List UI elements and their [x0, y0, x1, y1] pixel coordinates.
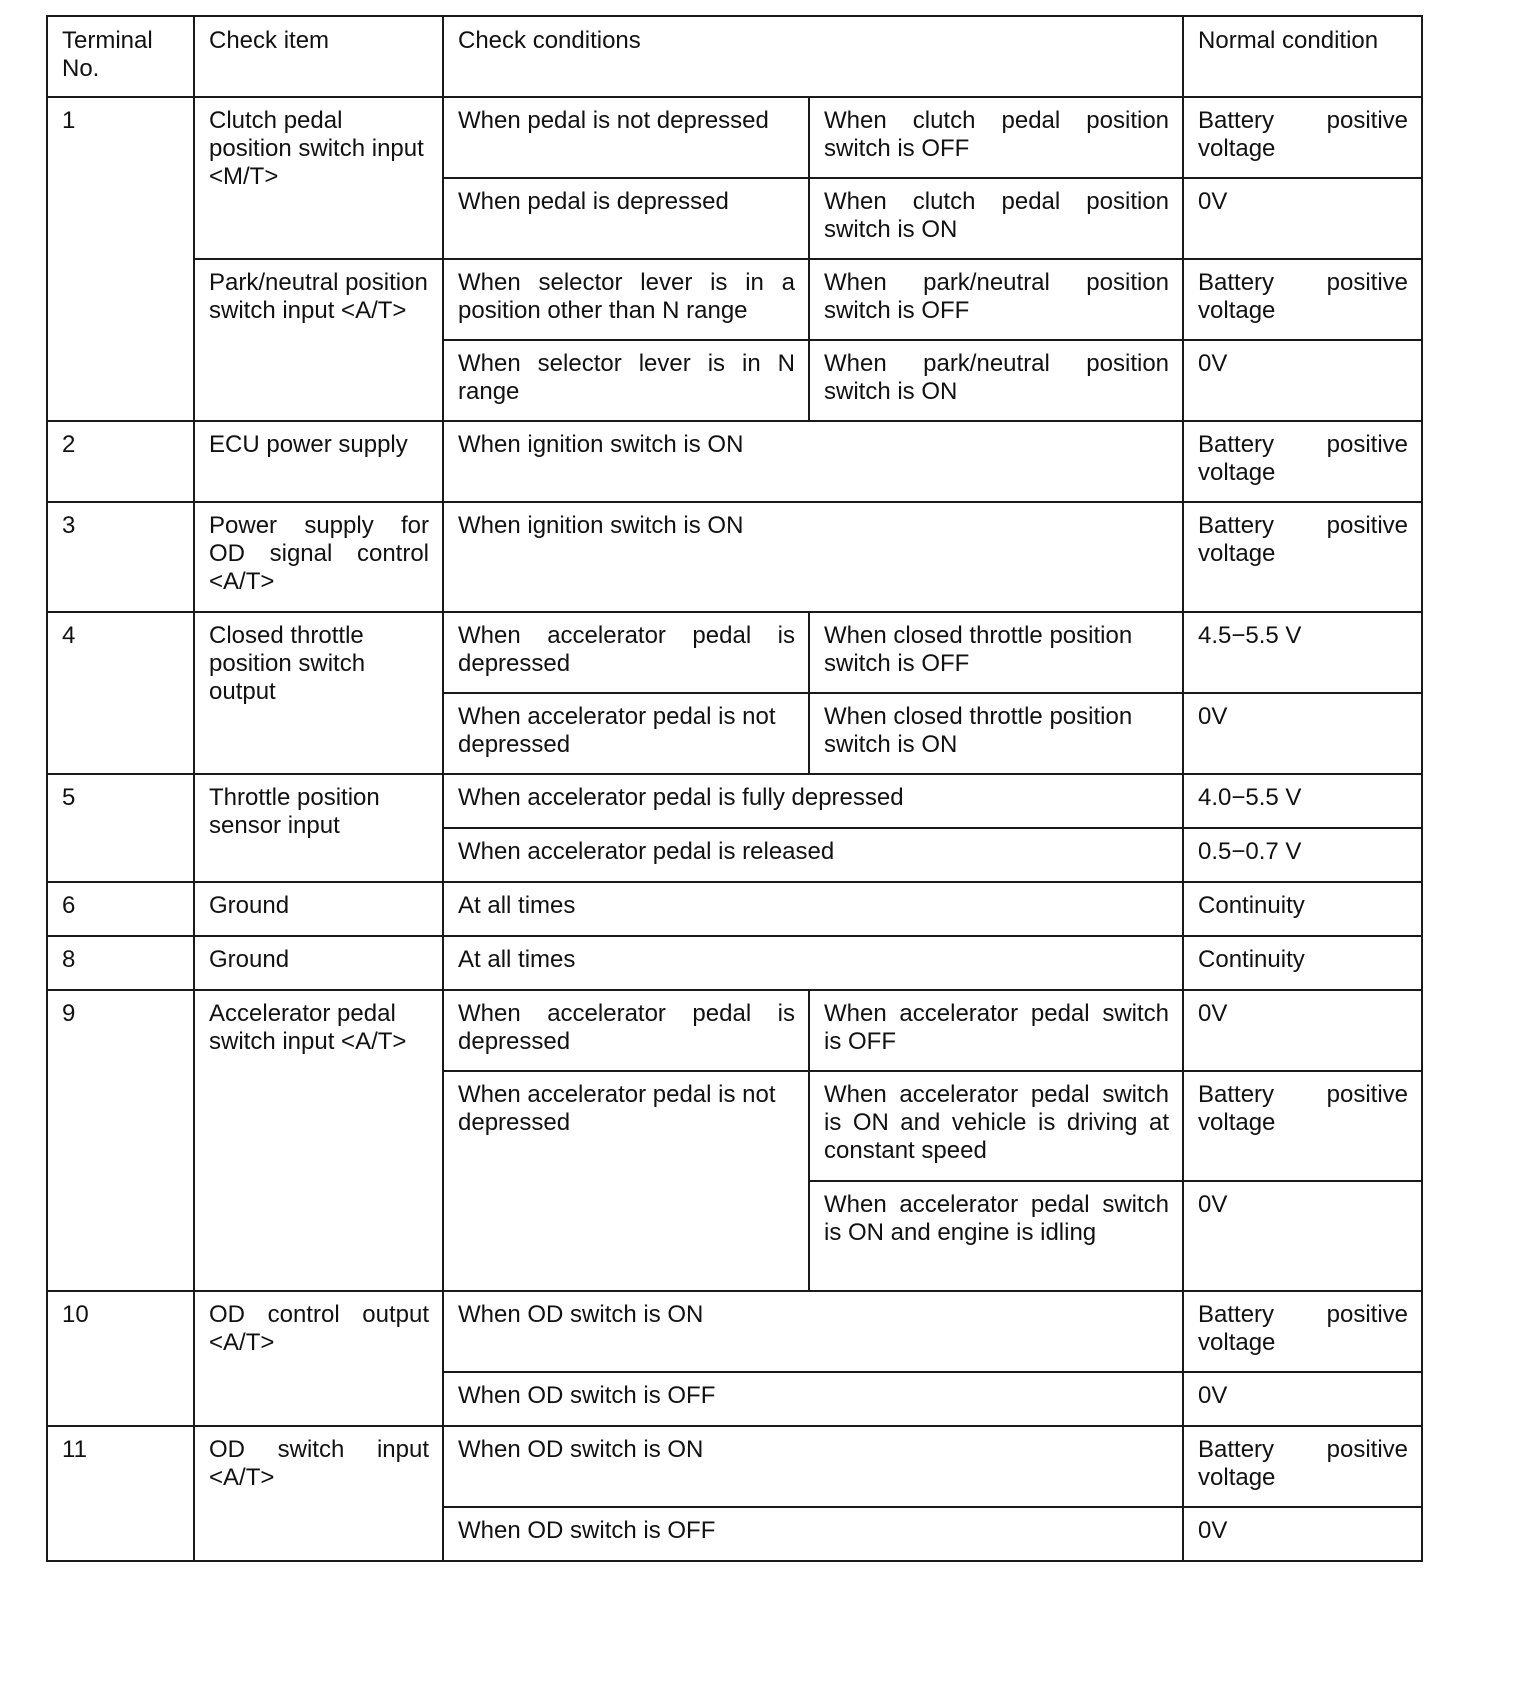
header-check-conditions: Check conditions — [443, 16, 1183, 97]
ecu-terminal-check-table — [46, 15, 1423, 1562]
normal-condition-cell: Continuity — [1183, 882, 1422, 936]
normal-condition-cell: 4.0−5.5 V — [1183, 774, 1422, 828]
normal-condition-cell: 0V — [1183, 178, 1422, 259]
condition-cell: When selector lever is in N range — [443, 340, 809, 421]
table-row — [47, 936, 1422, 990]
check-item-cell: Clutch pedal position switch input <M/T> — [194, 97, 443, 259]
check-item-cell: OD switch input <A/T> — [194, 1426, 443, 1561]
terminal-no-cell: 10 — [47, 1291, 194, 1426]
condition-cell: When ignition switch is ON — [443, 421, 1183, 502]
normal-condition-cell: 0V — [1183, 1181, 1422, 1291]
condition-cell: When accelerator pedal is not depressed — [443, 693, 809, 774]
check-table-sheet — [46, 15, 1421, 1562]
condition-cell: When ignition switch is ON — [443, 502, 1183, 612]
condition-detail-cell: When park/neutral position switch is ON — [809, 340, 1183, 421]
normal-condition-cell: Continuity — [1183, 936, 1422, 990]
normal-condition-cell: 0V — [1183, 340, 1422, 421]
condition-cell: When OD switch is ON — [443, 1426, 1183, 1507]
header-row — [47, 16, 1422, 97]
normal-condition-cell: 0V — [1183, 1372, 1422, 1426]
terminal-no-cell: 9 — [47, 990, 194, 1291]
check-item-cell: Throttle position sensor input — [194, 774, 443, 882]
condition-detail-cell: When accelerator pedal switch is OFF — [809, 990, 1183, 1071]
terminal-no-cell: 2 — [47, 421, 194, 502]
condition-cell: When accelerator pedal is depressed — [443, 990, 809, 1071]
condition-detail-cell: When park/neutral position switch is OFF — [809, 259, 1183, 340]
table-row — [47, 502, 1422, 612]
normal-condition-cell: 0V — [1183, 1507, 1422, 1561]
table-row — [47, 990, 1422, 1071]
check-item-cell: OD control output <A/T> — [194, 1291, 443, 1426]
normal-condition-cell: 0V — [1183, 990, 1422, 1071]
condition-detail-cell: When accelerator pedal switch is ON and vehicle is driving at constant speed — [809, 1071, 1183, 1181]
condition-cell: When pedal is depressed — [443, 178, 809, 259]
header-terminal-no: Terminal No. — [47, 16, 194, 97]
table-row — [47, 1291, 1422, 1372]
normal-condition-cell: 4.5−5.5 V — [1183, 612, 1422, 693]
normal-condition-cell: Battery positive voltage — [1183, 1426, 1422, 1507]
normal-condition-cell: Battery positive voltage — [1183, 97, 1422, 178]
header-normal-condition: Normal condition — [1183, 16, 1422, 97]
normal-condition-cell: Battery positive voltage — [1183, 421, 1422, 502]
condition-cell: When accelerator pedal is fully depressed — [443, 774, 1183, 828]
terminal-no-cell: 3 — [47, 502, 194, 612]
check-item-cell: Closed throttle position switch output — [194, 612, 443, 774]
table-row — [47, 1426, 1422, 1507]
normal-condition-cell: 0V — [1183, 693, 1422, 774]
check-item-cell: Power supply for OD signal control <A/T> — [194, 502, 443, 612]
check-item-cell: Ground — [194, 936, 443, 990]
condition-detail-cell: When clutch pedal position switch is ON — [809, 178, 1183, 259]
table-row — [47, 612, 1422, 693]
table-row — [47, 774, 1422, 828]
table-row — [47, 97, 1422, 178]
condition-cell: When OD switch is ON — [443, 1291, 1183, 1372]
normal-condition-cell: Battery positive voltage — [1183, 1291, 1422, 1372]
normal-condition-cell: Battery positive voltage — [1183, 502, 1422, 612]
table-row — [47, 259, 1422, 340]
condition-cell: When accelerator pedal is depressed — [443, 612, 809, 693]
condition-cell: When pedal is not depressed — [443, 97, 809, 178]
normal-condition-cell: Battery positive voltage — [1183, 1071, 1422, 1181]
terminal-no-cell: 5 — [47, 774, 194, 882]
condition-detail-cell: When closed throttle position switch is OFF — [809, 612, 1183, 693]
condition-cell: When selector lever is in a position other than N range — [443, 259, 809, 340]
check-item-cell: Park/neutral position switch input <A/T> — [194, 259, 443, 421]
condition-cell: When accelerator pedal is released — [443, 828, 1183, 882]
condition-cell: At all times — [443, 936, 1183, 990]
header-check-item: Check item — [194, 16, 443, 97]
condition-detail-cell: When closed throttle position switch is ON — [809, 693, 1183, 774]
table-row — [47, 882, 1422, 936]
condition-cell: At all times — [443, 882, 1183, 936]
check-item-cell: Ground — [194, 882, 443, 936]
condition-detail-cell: When clutch pedal position switch is OFF — [809, 97, 1183, 178]
terminal-no-cell: 11 — [47, 1426, 194, 1561]
condition-cell: When OD switch is OFF — [443, 1372, 1183, 1426]
check-item-cell: Accelerator pedal switch input <A/T> — [194, 990, 443, 1291]
terminal-no-cell: 8 — [47, 936, 194, 990]
terminal-no-cell: 1 — [47, 97, 194, 421]
condition-detail-cell: When accelerator pedal switch is ON and engine is idling — [809, 1181, 1183, 1291]
check-item-cell: ECU power supply — [194, 421, 443, 502]
terminal-no-cell: 6 — [47, 882, 194, 936]
terminal-no-cell: 4 — [47, 612, 194, 774]
condition-cell: When accelerator pedal is not depressed — [443, 1071, 809, 1291]
normal-condition-cell: Battery positive voltage — [1183, 259, 1422, 340]
table-row — [47, 421, 1422, 502]
condition-cell: When OD switch is OFF — [443, 1507, 1183, 1561]
normal-condition-cell: 0.5−0.7 V — [1183, 828, 1422, 882]
